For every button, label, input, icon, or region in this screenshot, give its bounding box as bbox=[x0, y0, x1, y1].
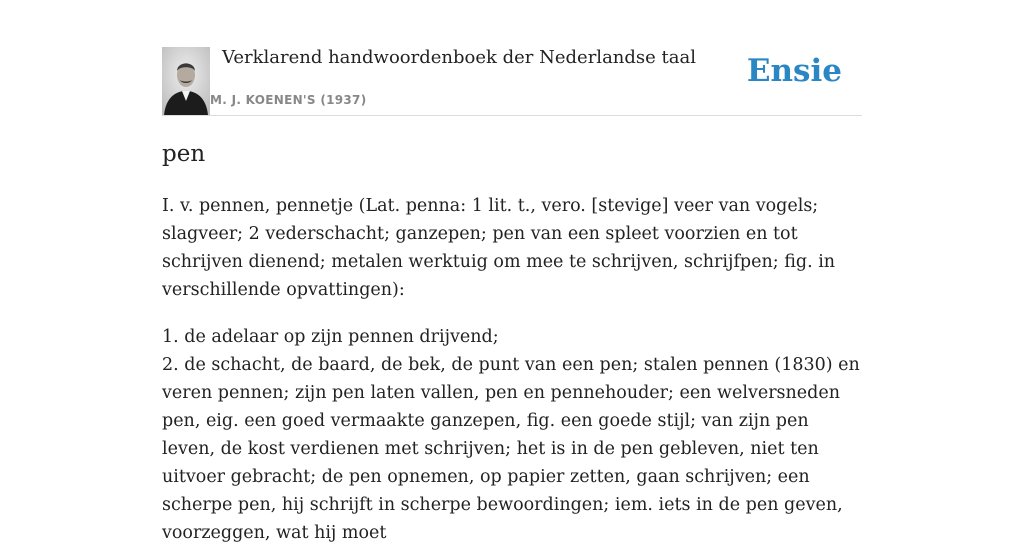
sense-item: 1. de adelaar op zijn pennen drijvend; bbox=[162, 327, 499, 347]
header bbox=[162, 46, 862, 116]
entry-body bbox=[162, 192, 866, 547]
author-portrait-image bbox=[162, 47, 210, 115]
sense-list bbox=[162, 323, 866, 547]
sense-item: 2. de schacht, de baard, de bek, de punt van een pen; stalen pennen (1830) en veren pennen; zijn pen laten vallen, pen en pennehouder; een welversneden pen, eig. een goed vermaakte ganzepen, fig. een goede stijl; van zijn pen leven, de kost verdienen met schrijven; het is in de pen gebleven, niet ten uitvoer gebracht; de pen opnemen, op papier zetten, gaan schrijven; een scherpe pen, hij schrijft in scherpe bewoordingen; iem. iets in de pen geven, voorzeggen, wat hij moet bbox=[162, 355, 860, 543]
ensie-logo-link[interactable]: Ensie bbox=[746, 53, 842, 89]
book-title: Verklarend handwoordenboek der Nederlandse taal bbox=[222, 47, 696, 68]
entry-headword: pen bbox=[162, 141, 206, 167]
book-subtitle: M. J. KOENEN'S (1937) bbox=[210, 93, 367, 107]
entry-intro: I. v. pennen, pennetje (Lat. penna: 1 lit. t., vero. [stevige] veer van vogels; slagveer; 2 vederschacht; ganzepen; pen van een spleet voorzien en tot schrijven dienend; metalen werktuig om mee te schrijven, schrijfpen; fig. in verschillende opvattingen): bbox=[162, 196, 836, 300]
author-portrait bbox=[162, 47, 210, 115]
